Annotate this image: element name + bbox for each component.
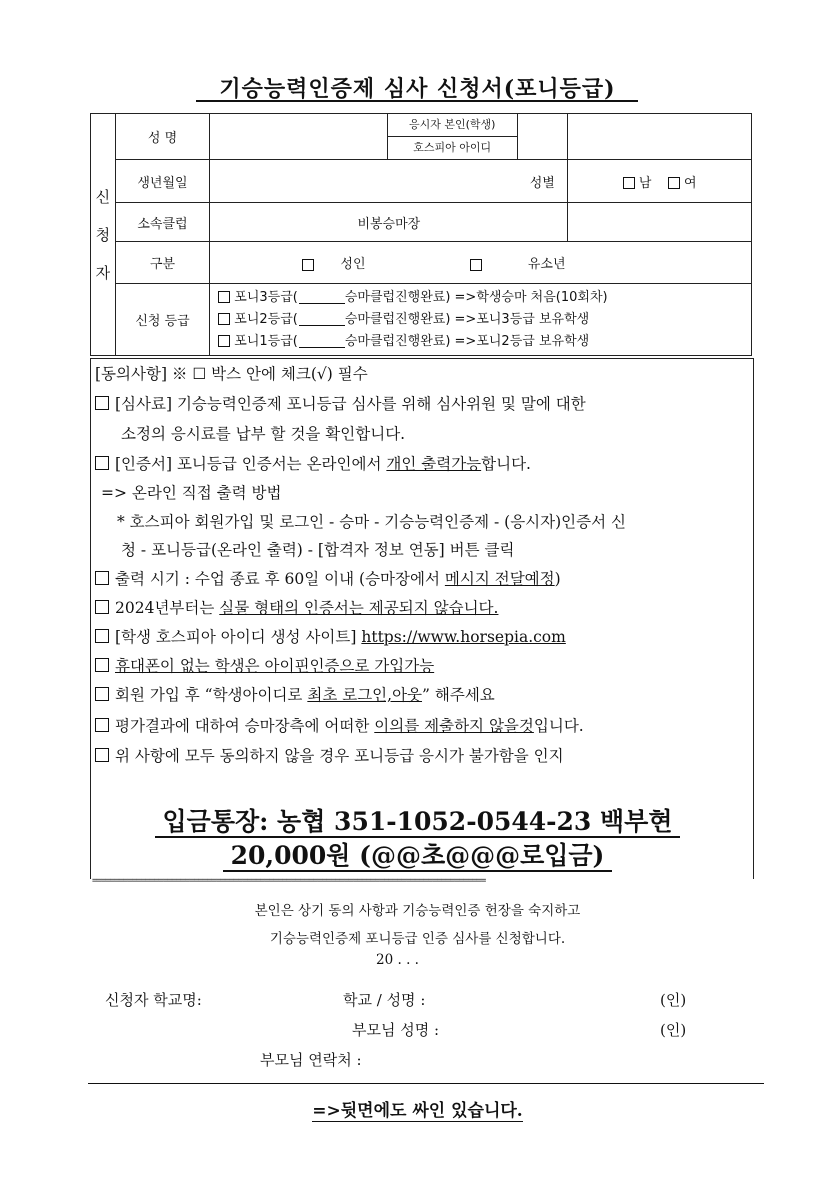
side-label (91, 114, 116, 356)
id-top-label: 응시자 본인(학생) (388, 114, 517, 137)
agree-item-fee: [심사료] 기승능력인증제 포니등급 심사를 위해 심사위원 및 말에 대한 (95, 392, 586, 414)
club-blank (568, 203, 752, 242)
declaration-date: 20 . . . (376, 952, 419, 968)
male-checkbox[interactable] (623, 177, 635, 189)
side-char: 자 (95, 263, 111, 282)
youth-checkbox[interactable] (470, 259, 482, 271)
side-char: 신 (95, 187, 111, 206)
agree-item-print-time: 출력 시기 : 수업 종료 후 60일 이내 (승마장에서 메시지 전달예정) (95, 567, 561, 589)
footer-rule (88, 1083, 764, 1084)
birth-field[interactable] (210, 160, 517, 203)
name-field[interactable] (210, 114, 387, 160)
grade-checkbox[interactable] (218, 335, 230, 347)
id-field-a[interactable] (517, 114, 568, 160)
name-label: 성 명 (115, 114, 210, 160)
student-name-label: 학교 / 성명 : (343, 991, 426, 1009)
agree-item-site: [학생 호스피아 아이디 생성 사이트] https://www.horsepia.com (95, 625, 566, 647)
student-seal: (인) (660, 991, 687, 1009)
agree-checkbox[interactable] (95, 571, 109, 585)
youth-label: 유소년 (527, 257, 566, 272)
hospia-id-label (387, 114, 517, 160)
gender-options (568, 160, 752, 203)
grade-checkbox[interactable] (218, 313, 230, 325)
applicant-school-label: 신청자 학교명: (105, 991, 202, 1009)
title-underline (196, 100, 638, 102)
agree-item-fee-cont: 소정의 응시료를 납부 할 것을 확인합니다. (121, 425, 406, 443)
grade-option[interactable]: 포니1등급( 승마클럽진행완료) =>포니2등급 보유학생 (210, 331, 751, 353)
agree-checkbox[interactable] (95, 687, 109, 701)
print-method-step: * 호스피아 회원가입 및 로그인 - 승마 - 기승능력인증제 - (응시자)인증서 신 (117, 513, 626, 531)
agreement-header: [동의사항] ※ ☐ 박스 안에 체크(√) 필수 (95, 365, 368, 383)
adult-checkbox[interactable] (302, 259, 314, 271)
agree-item-ipin: 휴대폰이 없는 학생은 아이핀인증으로 가입가능 (95, 654, 434, 676)
deposit-amount: 20,000원 (@@초@@@로입금) (0, 836, 835, 872)
agree-item-acknowledge: 위 사항에 모두 동의하지 않을 경우 포니등급 응시가 불가함을 인지 (95, 744, 564, 766)
gender-label: 성별 (517, 160, 568, 203)
grade-option[interactable]: 포니3등급( 승마클럽진행완료) =>학생승마 처음(10회차) (210, 287, 751, 309)
footer-note: =>뒷면에도 싸인 있습니다. (312, 1101, 523, 1121)
birth-label: 생년월일 (115, 160, 210, 203)
applicant-table (90, 113, 752, 356)
grade-options (210, 284, 752, 356)
category-options (210, 242, 752, 284)
print-method-heading: => 온라인 직접 출력 방법 (101, 484, 282, 502)
club-value: 비봉승마장 (210, 203, 568, 242)
female-label: 여 (683, 175, 697, 191)
agree-item-certificate: [인증서] 포니등급 인증서는 온라인에서 개인 출력가능합니다. (95, 452, 531, 474)
agree-item-2024: 2024년부터는 실물 형태의 인증서는 제공되지 않습니다. (95, 596, 498, 618)
grade-option[interactable]: 포니2등급( 승마클럽진행완료) =>포니3등급 보유학생 (210, 309, 751, 331)
parent-seal: (인) (660, 1021, 687, 1039)
declaration-line1: 본인은 상기 동의 사항과 기승능력인증 헌장을 숙지하고 (254, 903, 581, 919)
separator: ========================================================================================= (92, 876, 486, 886)
category-label: 구분 (115, 242, 210, 284)
print-method-step-cont: 청 - 포니등급(온라인 출력) - [합격자 정보 연동] 버튼 클릭 (121, 541, 515, 559)
deposit-account: 입금통장: 농협 351-1052-0544-23 백부현 (0, 802, 835, 838)
agree-item-login: 회원 가입 후 “학생아이디로 최초 로그인,아웃” 해주세요 (95, 683, 495, 705)
id-bottom-label: 호스피아 아이디 (413, 141, 492, 154)
agree-item-no-objection: 평가결과에 대하여 승마장측에 어떠한 이의를 제출하지 않을것입니다. (95, 714, 584, 736)
club-label: 소속클럽 (115, 203, 210, 242)
adult-label: 성인 (340, 257, 366, 272)
agree-checkbox[interactable] (95, 658, 109, 672)
horsepia-link[interactable]: https://www.horsepia.com (361, 628, 566, 646)
declaration-line2: 기승능력인증제 포니등급 인증 심사를 신청합니다. (269, 931, 566, 947)
parent-contact-label: 부모님 연락처 : (260, 1051, 362, 1069)
agree-checkbox[interactable] (95, 629, 109, 643)
id-field-b[interactable] (568, 114, 752, 160)
side-char: 청 (95, 225, 111, 244)
agree-checkbox[interactable] (95, 396, 109, 410)
page-title: 기승능력인증제 심사 신청서(포니등급) (219, 76, 616, 102)
agree-checkbox[interactable] (95, 718, 109, 732)
male-label: 남 (638, 175, 652, 191)
agree-checkbox[interactable] (95, 600, 109, 614)
grade-label: 신청 등급 (115, 284, 210, 356)
agree-checkbox[interactable] (95, 456, 109, 470)
agree-checkbox[interactable] (95, 748, 109, 762)
female-checkbox[interactable] (668, 177, 680, 189)
grade-checkbox[interactable] (218, 291, 230, 303)
parent-name-label: 부모님 성명 : (352, 1021, 440, 1039)
